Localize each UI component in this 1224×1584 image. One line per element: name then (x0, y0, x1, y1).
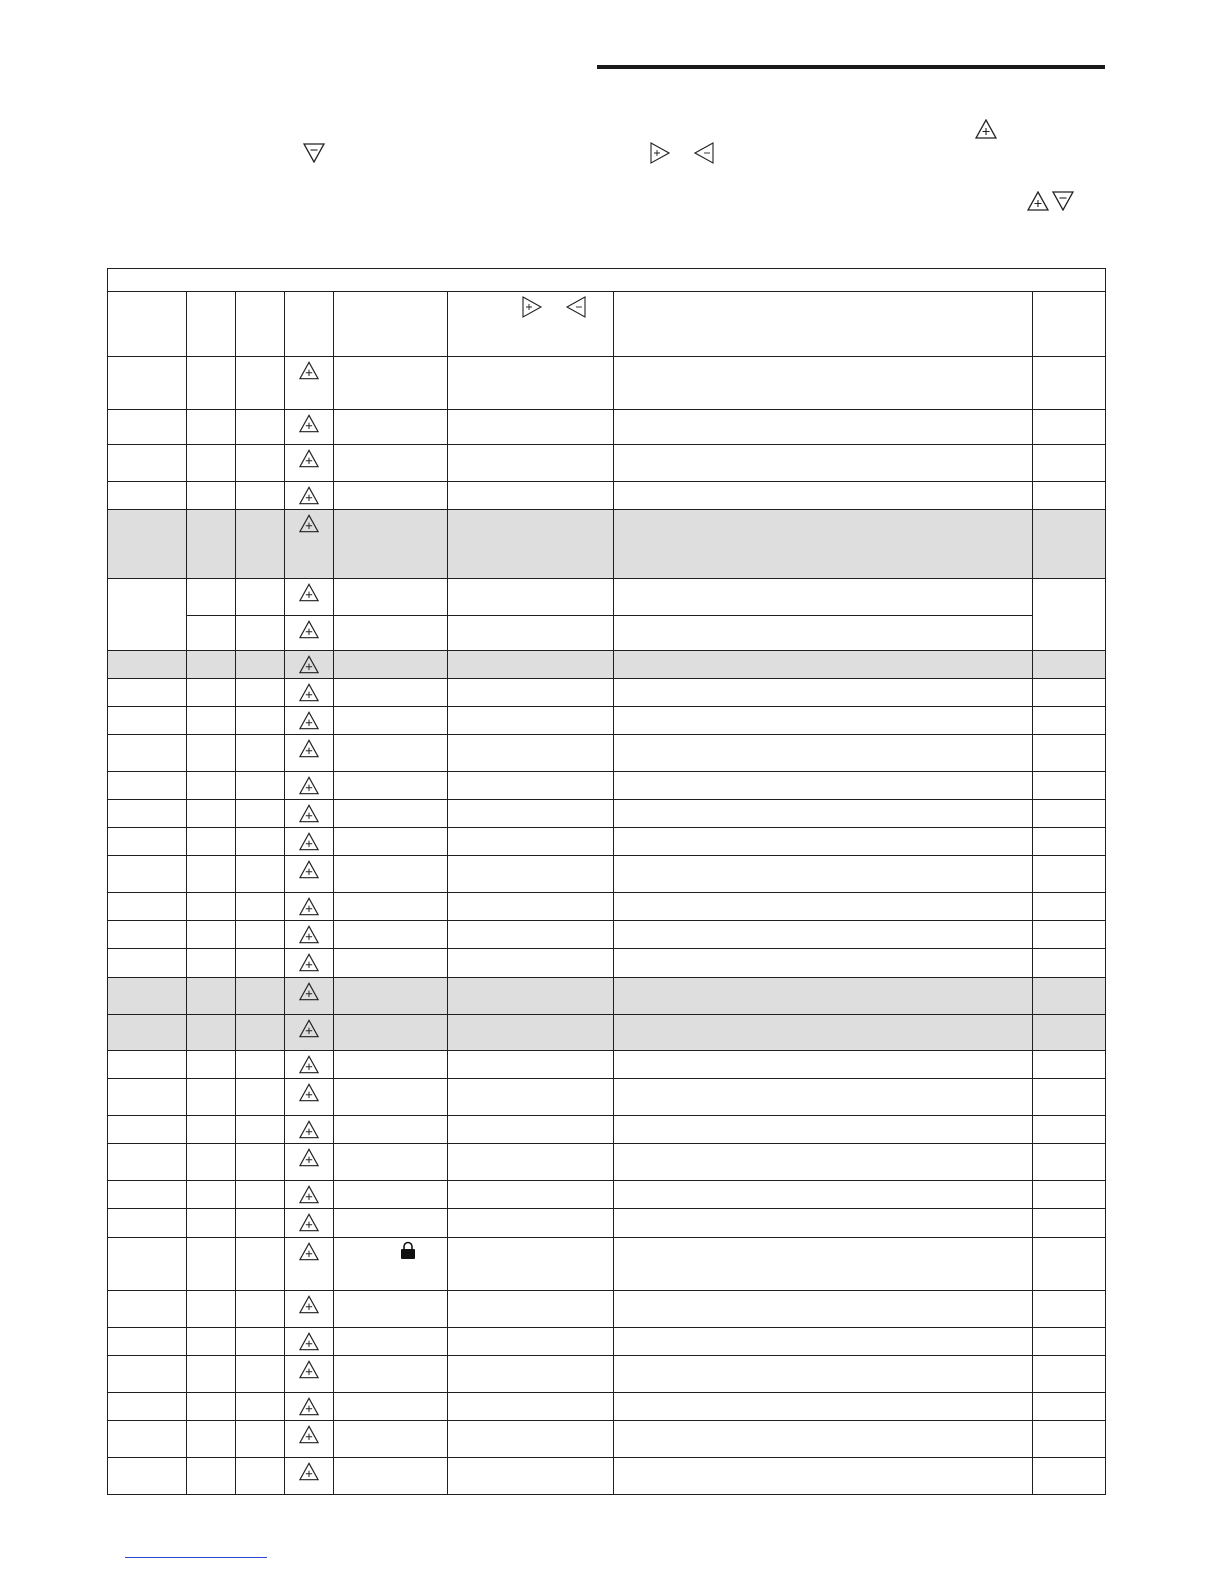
up-plus-triangle-icon (299, 832, 319, 854)
table-row (108, 445, 1106, 482)
up-plus-triangle-icon (299, 1360, 319, 1382)
table-row (108, 1421, 1106, 1458)
table-header-cell (614, 292, 1033, 357)
table-header-cell (448, 292, 614, 357)
up-plus-triangle-icon (299, 1083, 319, 1105)
up-plus-triangle-icon (299, 739, 319, 761)
up-plus-triangle-icon (299, 1185, 319, 1207)
table-row (108, 856, 1106, 893)
left-minus-triangle-icon (694, 142, 714, 164)
table-row (108, 1079, 1106, 1116)
header-arrow-keys (522, 296, 586, 321)
table-row (108, 510, 1106, 579)
table-row (108, 772, 1106, 800)
table-caption (108, 269, 1106, 292)
table-row (108, 893, 1106, 921)
right-plus-triangle-icon (650, 142, 670, 164)
table-row (108, 651, 1106, 679)
up-plus-triangle-icon (299, 1295, 319, 1317)
table-row (108, 616, 1106, 651)
table-row (108, 357, 1106, 410)
table-row (108, 800, 1106, 828)
up-plus-triangle-icon (299, 776, 319, 798)
up-plus-triangle-icon (1027, 191, 1049, 211)
table-row (108, 1051, 1106, 1079)
table-row (108, 1356, 1106, 1393)
table-row (108, 1144, 1106, 1181)
up-plus-triangle-icon (299, 683, 319, 705)
table-row (108, 707, 1106, 735)
table-caption-row (108, 269, 1106, 292)
up-plus-triangle-icon (299, 1397, 319, 1419)
up-plus-triangle-icon (299, 1055, 319, 1077)
up-plus-triangle-icon (299, 449, 319, 471)
table-row (108, 921, 1106, 949)
up-plus-triangle-icon (299, 583, 319, 605)
table-row (108, 828, 1106, 856)
table-row (108, 679, 1106, 707)
up-plus-triangle-icon (299, 1148, 319, 1170)
up-plus-triangle-icon (299, 361, 319, 383)
up-plus-triangle-icon (299, 804, 319, 826)
table-row (108, 1238, 1106, 1291)
table-row (108, 1291, 1106, 1328)
down-minus-triangle-icon (1052, 191, 1074, 211)
up-plus-triangle-icon (299, 860, 319, 882)
table-header-cell (285, 292, 334, 357)
table-row (108, 482, 1106, 510)
table-row (108, 978, 1106, 1015)
up-plus-triangle-icon (299, 514, 319, 536)
up-plus-triangle-icon (299, 414, 319, 436)
lock-icon (400, 1241, 416, 1263)
up-plus-triangle-icon (299, 1425, 319, 1447)
up-plus-triangle-icon (299, 897, 319, 919)
table-header-cell (1033, 292, 1106, 357)
table-row (108, 949, 1106, 978)
table-row (108, 1393, 1106, 1421)
up-plus-triangle-icon (299, 1462, 319, 1484)
table-row (108, 410, 1106, 445)
table-row (108, 1458, 1106, 1495)
table-row (108, 1116, 1106, 1144)
up-plus-triangle-icon (299, 1213, 319, 1235)
footer-link-underline[interactable] (125, 1557, 267, 1558)
table-row (108, 579, 1106, 616)
table-row (108, 1015, 1106, 1051)
up-plus-triangle-icon (299, 1242, 319, 1264)
up-plus-triangle-icon (299, 982, 319, 1004)
table-row (108, 1209, 1106, 1238)
up-plus-triangle-icon (299, 655, 319, 677)
table-row (108, 1181, 1106, 1209)
up-plus-triangle-icon (299, 1332, 319, 1354)
up-plus-triangle-icon (299, 1120, 319, 1142)
down-minus-triangle-icon (303, 143, 325, 163)
table-header-cell (334, 292, 448, 357)
up-plus-triangle-icon (299, 953, 319, 975)
up-plus-triangle-icon (975, 119, 997, 139)
table-header-row (108, 292, 1106, 357)
section-header-rule (597, 65, 1105, 69)
table-header-cell (236, 292, 285, 357)
up-plus-triangle-icon (299, 1019, 319, 1041)
table-row (108, 1328, 1106, 1356)
table-header-cell (187, 292, 236, 357)
parameter-table (107, 268, 1105, 1495)
table-header-cell (108, 292, 187, 357)
table-row (108, 735, 1106, 772)
up-plus-triangle-icon (299, 711, 319, 733)
up-plus-triangle-icon (299, 620, 319, 642)
up-plus-triangle-icon (299, 486, 319, 508)
up-plus-triangle-icon (299, 925, 319, 947)
